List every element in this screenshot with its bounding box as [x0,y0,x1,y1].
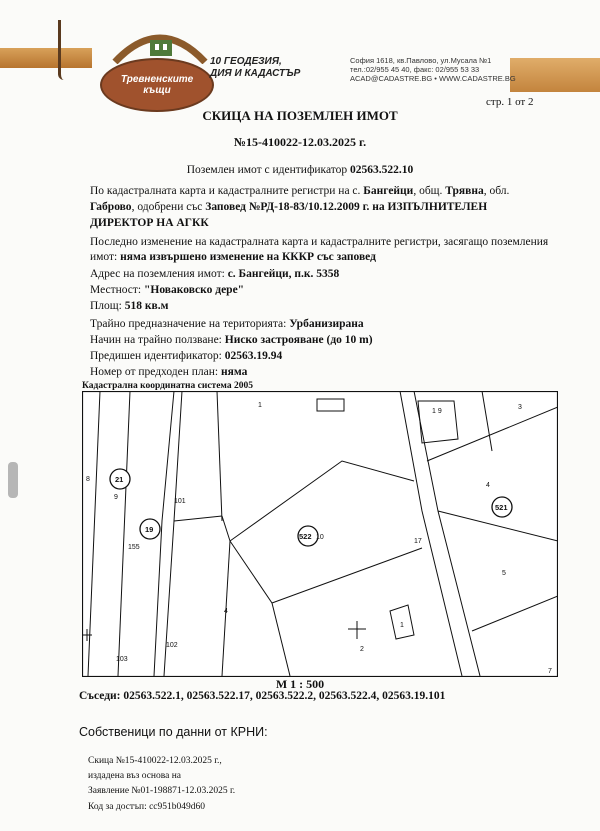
text-line-9 [90,318,364,330]
text-line-8 [90,300,168,312]
map-label-8: 8 [86,476,90,483]
map-label-4-right: 4 [486,482,490,489]
footer-line-1: Скица №15-410022-12.03.2025 г., [88,756,222,766]
footer-line-3: Заявление №01-198871-12.03.2025 г. [88,786,236,796]
l9b: Урбанизирана [289,318,364,330]
contact-phone: тел.:02/955 45 40, факс: 02/955 53 33 [350,65,480,74]
map-system-label: Кадастрална координатна система 2005 [82,381,253,391]
map-label-522: 522 [299,532,312,541]
neighbours-list: Съседи: 02563.522.1, 02563.522.17, 02563.522.2, 02563.522.4, 02563.19.101 [79,690,446,702]
text-line-11 [90,350,282,362]
map-label-155: 155 [128,544,140,551]
l2a: Габрово [90,201,132,213]
text-line-6 [90,268,339,280]
identifier-value: 02563.522.10 [350,164,414,176]
tagline-line2: ДИЯ И КАДАСТЪР [210,68,301,79]
l11b: 02563.19.94 [224,350,283,362]
map-label-102: 102 [166,642,178,649]
map-label-9: 9 [114,494,118,501]
l2b: , одобрени със [131,201,203,213]
l6b: с. Бангейци, п.к. 5358 [227,268,340,280]
map-label-521: 521 [495,503,508,512]
l12a: Номер от предходен план: [90,366,219,378]
l8a: Площ: [90,300,122,312]
owners-heading: Собственици по данни от КРНИ: [79,725,268,739]
l10b: Ниско застрояване (до 10 m) [224,334,373,346]
logo-name-line2: къщи [143,85,171,96]
tagline-line1: 10 ГЕОДЕЗИЯ, [210,56,282,67]
identifier-line [0,164,600,176]
map-label-101: 101 [174,498,186,505]
document-number: №15-410022-12.03.2025 г. [233,135,367,149]
text-line-12 [90,366,247,378]
footer-line-2: издадена въз основа на [88,771,182,781]
l10a: Начин на трайно ползване: [90,334,222,346]
logo-name-line1: Тревненските [120,74,194,85]
document-title: СКИЦА НА ПОЗЕМЛЕН ИМОТ [202,108,398,123]
map-label-2: 2 [360,646,364,653]
contact-address: София 1618, кв.Павлово, ул.Мусала №1 [350,56,492,65]
text-line-7 [90,284,244,296]
map-label-19: 1 9 [432,408,442,415]
l9a: Трайно предназначение на територията: [90,318,287,330]
logo-badge [100,58,214,112]
l12b: няма [221,366,248,378]
text-line-3: ДИРЕКТОР НА АГКК [90,217,209,229]
l2c: Заповед №РД-18-83/10.12.2009 г. на ИЗПЪЛНИТЕЛЕН [205,201,488,213]
text-line-10 [90,334,373,346]
contact-web: ACAD@CADASTRE.BG • WWW.CADASTRE.BG [350,74,516,83]
map-label-21: 21 [115,475,124,484]
l7b: "Новаковско дере" [144,284,245,296]
wood-plank-right [510,58,600,92]
company-logo [50,18,350,98]
text-line-4: Последно изменение на кадастралната карта и кадастралните регистри, засягащо поземления [90,236,549,248]
map-label-5: 5 [502,570,506,577]
l7a: Местност: [90,284,142,296]
l6a: Адрес на поземления имот: [90,268,225,280]
l1d: Трявна [445,185,484,197]
logo-tagline [210,56,300,80]
map-label-1: 1 [258,402,262,409]
page-number: стр. 1 от 2 [486,96,534,108]
l8b: 518 кв.м [124,300,169,312]
map-label-19-circle: 19 [145,525,154,534]
map-label-4-left: 4 [224,608,228,615]
cadastral-map [82,391,558,677]
map-label-17: 17 [414,538,422,545]
identifier-label: Поземлен имот с идентификатор [186,164,348,176]
text-line-5 [90,251,376,263]
l1e: , обл. [483,185,510,197]
l1b: Бангейци [363,185,414,197]
map-label-103: 103 [116,656,128,663]
l1a: По кадастралната карта и кадастралните регистри на с. [90,185,361,197]
text-line-2 [90,201,487,213]
l5b: няма извършено изменение на КККР със заповед [120,251,376,263]
map-label-7: 7 [548,668,552,675]
footer-line-4: Код за достъп: cc951b049d60 [88,802,206,812]
l11a: Предишен идентификатор: [90,350,222,362]
map-scale: М 1 : 500 [275,677,325,691]
l5a: имот: [90,251,118,263]
text-line-1 [90,185,509,197]
punch-hole [8,462,18,498]
l1c: , общ. [413,185,443,197]
map-label-10: 10 [316,534,324,541]
map-label-3: 3 [518,404,522,411]
contact-block [350,56,520,83]
map-label-building-1: 1 [400,622,404,629]
